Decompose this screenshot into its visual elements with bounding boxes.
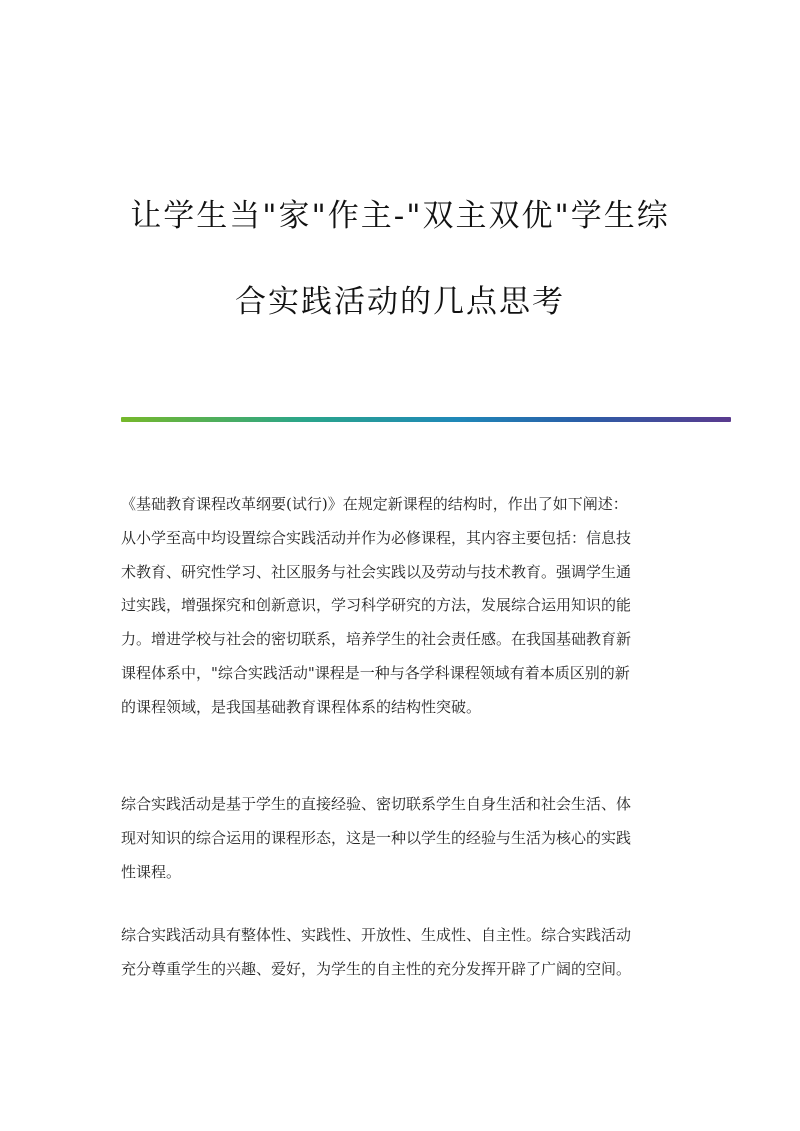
paragraph-2 — [121, 788, 673, 889]
paragraph-line: 《基础教育课程改革纲要(试行)》在规定新课程的结构时，作出了如下阐述： — [121, 495, 628, 513]
paragraph-line: 力。增进学校与社会的密切联系，培养学生的社会责任感。在我国基础教育新 — [121, 630, 632, 649]
gradient-divider — [121, 417, 731, 422]
paragraph-line: 课程体系中，"综合实践活动"课程是一种与各学科课程领域有着本质区别的新 — [121, 663, 630, 682]
paragraph-line: 术教育、研究性学习、社区服务与社会实践以及劳动与技术教育。强调学生通 — [121, 562, 632, 581]
paragraph-3 — [121, 919, 673, 987]
document-title-line-1: 让学生当"家"作主-"双主双优"学生综 — [130, 198, 670, 234]
paragraph-1 — [121, 488, 673, 725]
paragraph-line: 充分尊重学生的兴趣、爱好，为学生的自主性的充分发挥开辟了广阔的空间。 — [121, 959, 632, 978]
paragraph-line: 过实践，增强探究和创新意识，学习科学研究的方法，发展综合运用知识的能 — [121, 596, 632, 615]
paragraph-line: 的课程领域，是我国基础教育课程体系的结构性突破。 — [121, 697, 482, 716]
paragraph-line: 性课程。 — [121, 862, 182, 881]
paragraph-line: 从小学至高中均设置综合实践活动并作为必修课程，其内容主要包括：信息技 — [121, 528, 632, 547]
paragraph-line: 现对知识的综合运用的课程形态，这是一种以学生的经验与生活为核心的实践 — [121, 828, 632, 847]
paragraph-line: 综合实践活动是基于学生的直接经验、密切联系学生自身生活和社会生活、体 — [121, 795, 632, 813]
paragraph-line: 综合实践活动具有整体性、实践性、开放性、生成性、自主性。综合实践活动 — [121, 926, 632, 944]
document-title-line-2: 合实践活动的几点思考 — [235, 284, 565, 320]
